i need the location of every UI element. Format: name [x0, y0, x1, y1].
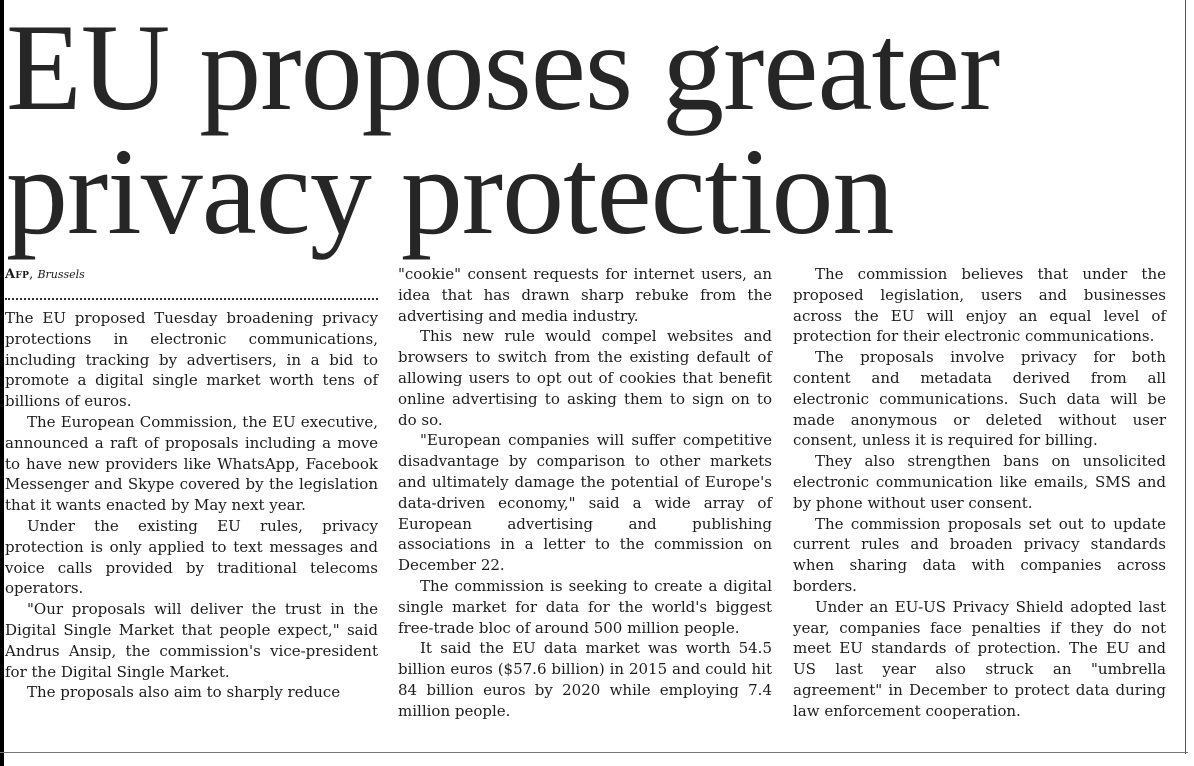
bottom-rule [0, 752, 1188, 753]
paragraph: The commission proposals set out to update current rules and broaden privacy standards when sharing data with companies across borders. [793, 514, 1166, 595]
paragraph: It said the EU data market was worth 54.5 billion euros ($57.6 billion) in 2015 and could hit 84 billion euros by 2020 while employing 7.4 million people. [398, 639, 772, 720]
left-column-rule [0, 0, 4, 766]
paragraph: This new rule would compel websites and browsers to switch from the existing default of allowing users to opt out of cookies that benefit online advertising to asking them to sign on to do so. [398, 327, 772, 429]
paragraph: "European companies will suffer competitive disadvantage by comparison to other markets and ultimately damage the potential of Europe's data-driven economy," said a wide array of European advertising and publishing associations in a letter to the commission on December 22. [398, 431, 772, 575]
byline-location: Brussels [37, 268, 85, 281]
headline [6, 0, 1000, 260]
paragraph: "cookie" consent requests for internet users, an idea that has drawn sharp rebuke from the advertising and media industry. [398, 265, 772, 325]
headline-line-1: EU proposes greater [6, 0, 1000, 136]
byline-separator: , [29, 267, 34, 282]
paragraph: The EU proposed Tuesday broadening privacy protections in electronic communications, including tracking by advertisers, in a bid to promote a digital single market worth tens of billions of euros. [5, 309, 378, 411]
byline-dotted-rule [5, 298, 378, 300]
paragraph: The European Commission, the EU executive, announced a raft of proposals including a move to have new providers like WhatsApp, Facebook Messenger and Skype covered by the legislation that it wants enacted by May next year. [5, 412, 378, 515]
paragraph: Under an EU-US Privacy Shield adopted last year, companies face penalties if they do not meet EU standards of protection. The EU and US last year also struck an "umbrella agreement" in December to protect data during law enforcement cooperation. [793, 597, 1166, 720]
paragraph: The commission believes that under the proposed legislation, users and businesses across the EU will enjoy an equal level of protection for their electronic communications. [793, 265, 1166, 346]
paragraph: The commission is seeking to create a digital single market for data for the world's biggest free-trade bloc of around 500 million people. [398, 576, 772, 637]
headline-line-2: privacy protection [6, 123, 894, 260]
paragraph: They also strengthen bans on unsolicited electronic communication like emails, SMS and by phone without user consent. [793, 452, 1166, 512]
paragraph: The proposals also aim to sharply reduce [27, 683, 341, 702]
article-column-1 [5, 264, 378, 703]
right-column-rule [1185, 0, 1186, 754]
paragraph: The proposals involve privacy for both content and metadata derived from all electronic communications. Such data will be made anonymous or deleted without user consent, unless it is required for billing. [793, 348, 1166, 450]
article-column-3 [793, 264, 1166, 722]
byline-agency: Afp [5, 267, 30, 282]
paragraph: Under the existing EU rules, privacy protection is only applied to text messages and voice calls provided by traditional telecoms operators. [5, 516, 378, 598]
article-column-2 [398, 264, 772, 722]
paragraph: "Our proposals will deliver the trust in the Digital Single Market that people expect," said Andrus Ansip, the commission's vice-president for the Digital Single Market. [5, 600, 378, 681]
byline [5, 264, 378, 288]
